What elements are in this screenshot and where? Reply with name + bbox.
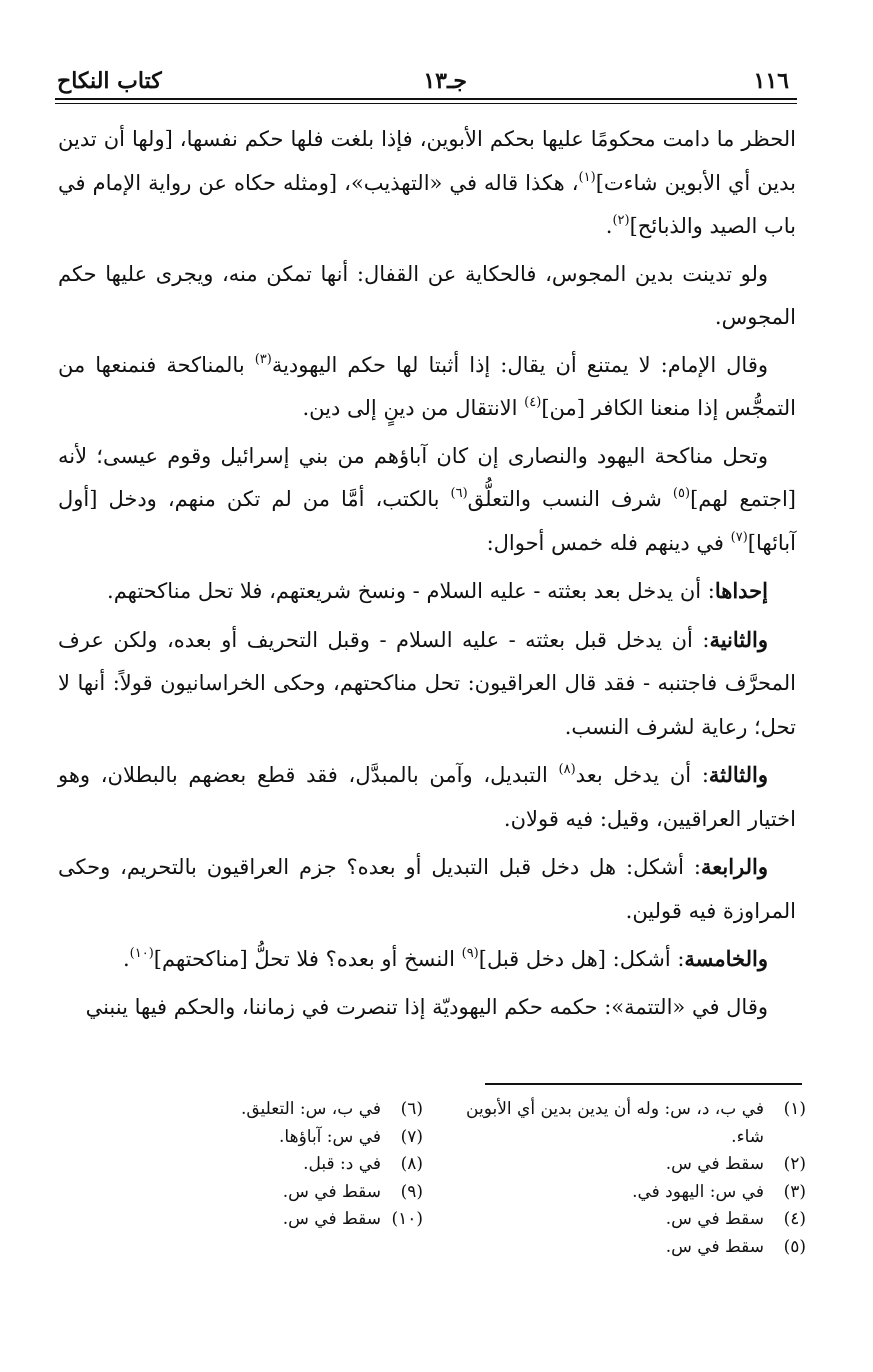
page-number: ١١٦ (753, 68, 789, 94)
text-run: بالمناكحة فنمنعها من التمجُّس إذا منعنا الكافر [من] (58, 352, 796, 420)
footnote (436, 1151, 806, 1179)
case-heading: والرابعة (700, 854, 768, 879)
text-run: بالكتب، أمَّا من لم تكن منهم، ودخل [أول آبائها] (58, 487, 796, 555)
footnote-number: (٣) (783, 1181, 806, 1202)
paragraph (58, 569, 796, 614)
footnote (436, 1179, 806, 1207)
footnote-text: سقط في س. (282, 1209, 381, 1229)
footnote-text: سقط في س. (665, 1236, 764, 1257)
paragraph (58, 618, 796, 750)
case-heading: إحداها (714, 578, 768, 603)
text-run: في دينهم فله خمس أحوال: (486, 530, 731, 555)
footnote-marker: (٣) (254, 351, 272, 367)
footnote-text: في ب، د، س: وله أن يدين بدين أي الأبوين شاء. (466, 1099, 764, 1147)
footnote-text: سقط في س. (665, 1209, 764, 1229)
footnote-marker: (٨) (558, 762, 576, 777)
footnote-marker: (٤) (524, 395, 542, 410)
text-run: : أن يدخل بعد (575, 763, 709, 787)
footnote-number: (١٠) (391, 1209, 423, 1229)
text-run: وقال في «التتمة»: حكمه حكم اليهوديّة إذا تنصرت في زماننا، والحكم فيها ينبني (85, 994, 768, 1019)
text-run: : أشكل: [هل دخل قبل] (478, 947, 685, 971)
paragraph (58, 937, 796, 982)
footnote-marker: (١) (578, 169, 596, 185)
footnote-marker: (٢) (612, 213, 630, 228)
footnote-number: (٥) (783, 1236, 806, 1257)
main-text (58, 118, 796, 1033)
footnote-separator (485, 1083, 802, 1085)
text-run: شرف النسب والتعلُّق (467, 487, 673, 511)
footnote-marker: (٩) (461, 946, 479, 961)
page-header (55, 62, 797, 102)
text-run: التبديل، وآمن بالمبدَّل، فقد قطع بعضهم بالبطلان، وهو اختيار العراقيين، وقيل: فيه قولان. (58, 763, 796, 831)
footnote (63, 1124, 423, 1152)
paragraph (58, 253, 796, 340)
footnote (436, 1234, 806, 1262)
paragraph (58, 435, 796, 566)
footnote-number: (٤) (783, 1209, 806, 1229)
footnote-number: (٢) (783, 1154, 806, 1174)
text-run: النسخ أو بعده؟ فلا تحلُّ [مناكحتهم] (153, 947, 462, 971)
text-run: وتحل مناكحة اليهود والنصارى إن كان آباؤهم من بني إسرائيل وقوم عيسى؛ لأنه [اجتمع لهم] (58, 443, 796, 511)
text-run: . (605, 214, 613, 238)
paragraph (58, 344, 796, 431)
footnote-text: في د: قبل. (303, 1154, 381, 1174)
text-run: الانتقال من دينٍ إلى دين. (302, 396, 525, 420)
footnote-number: (٨) (400, 1154, 423, 1174)
text-run: : أشكل: هل دخل قبل التبديل أو بعده؟ جزم العراقيون بالتحريم، وحكى المراوزة فيه قولين. (58, 855, 796, 923)
paragraph (58, 845, 796, 933)
text-run: ولو تدينت بدين المجوس، فالحكاية عن القفال: أنها تمكن منه، ويجرى عليها حكم المجوس. (58, 261, 796, 329)
footnote-number: (١) (783, 1099, 806, 1119)
text-run: : أن يدخل قبل بعثته - عليه السلام - وقبل التحريف أو بعده، ولكن عرف المحرَّف فاجتنبه - فقد قال العراقيون: تحل مناكحتهم، وحكى الخراسانيون قولاً: أنها لا تحل؛ رعاية لشرف النسب. (58, 627, 796, 739)
paragraph (58, 753, 796, 841)
text-run: وقال الإمام: لا يمتنع أن يقال: إذا أثبتا لها حكم اليهودية (271, 352, 769, 377)
header-rule (55, 98, 797, 100)
footnote (63, 1206, 423, 1234)
footnote-marker: (١٠) (129, 946, 154, 961)
footnote (63, 1151, 423, 1179)
case-heading: والثالثة (708, 762, 769, 787)
footnote-text: سقط في س. (665, 1154, 764, 1174)
footnote (63, 1179, 423, 1207)
text-run: ، هكذا قاله في «التهذيب»، [ومثله حكاه عن رواية الإمام في باب الصيد والذبائح] (58, 170, 796, 238)
footnotes-column-left (63, 1096, 423, 1234)
text-run: الحظر ما دامت محكومًا عليها بحكم الأبوين، فإذا بلغت فلها حكم نفسها، [ولها أن تدين بدين أي الأبوين شاءت] (58, 127, 796, 195)
text-run: : أن يدخل بعد بعثته - عليه السلام - ونسخ شريعتهم، فلا تحل مناكحتهم. (107, 579, 715, 603)
paragraph (58, 986, 796, 1030)
paragraph (58, 118, 796, 249)
header-rule-thin (55, 103, 797, 104)
case-heading: والثانية (709, 626, 768, 652)
footnote (436, 1206, 806, 1234)
footnote-text: في ب، س: التعليق. (240, 1099, 381, 1119)
footnote-number: (٧) (400, 1126, 423, 1147)
footnote-text: في س: اليهود في. (632, 1181, 764, 1202)
footnote (436, 1096, 806, 1151)
case-heading: والخامسة (684, 946, 768, 971)
footnote-marker: (٦) (450, 486, 468, 501)
book-title: كتاب النكاح (57, 68, 162, 94)
footnote-number: (٩) (400, 1181, 423, 1202)
footnote-marker: (٧) (730, 529, 748, 545)
footnote (63, 1096, 423, 1124)
volume-number: جـ١٣ (423, 68, 467, 94)
footnote-number: (٦) (400, 1099, 423, 1119)
footnote-marker: (٥) (672, 486, 691, 501)
footnotes-column-right (436, 1096, 806, 1261)
footnote-text: في س: آباؤها. (279, 1126, 381, 1147)
text-run: . (122, 947, 130, 971)
footnote-text: سقط في س. (282, 1181, 381, 1202)
